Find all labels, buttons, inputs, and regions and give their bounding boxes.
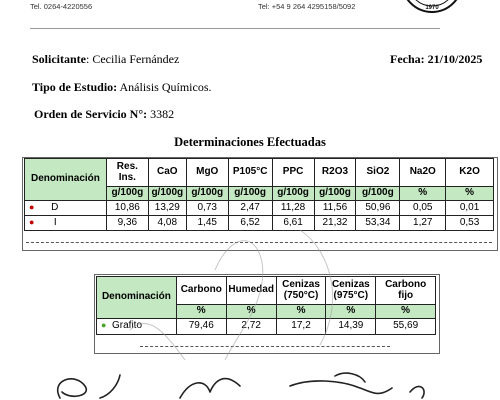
estudio-label: Tipo de Estudio: [32,80,118,94]
table-cell: 14,39 [326,319,376,335]
table1-header: MgO [186,159,228,187]
table1-unit: g/100g [272,187,314,201]
solicitante-value: : Cecilia Fernández [86,52,180,66]
table1-header: SiO2 [356,159,400,187]
table2-header-row [97,277,436,305]
table1-unit: g/100g [106,187,148,201]
table-row [25,216,494,231]
fecha-label: Fecha: 21/10/2025 [390,52,483,66]
table-cell: 21,32 [314,216,356,231]
table2-header: Carbono [176,277,226,305]
phone-left: Tel. 0264-4220556 [30,2,93,11]
table1-header: Denominación [25,159,107,201]
table-cell: 0,01 [446,201,494,216]
table-cell: 4,08 [148,216,186,231]
table-cell: 2,72 [226,319,276,335]
table2-dashed-rule [140,346,390,347]
table-cell: 0,05 [400,201,446,216]
table2-header: Cenizas (975°C) [326,277,376,305]
table-cell: 13,29 [148,201,186,216]
green-bullet-icon: ● [101,320,107,331]
table-cell: 2,47 [228,201,272,216]
table1-dashed-rule [26,242,492,243]
estudio-line [32,80,212,95]
table2-unit: % [376,305,436,319]
red-bullet-icon: ● [29,201,35,212]
sample-name: Grafito [112,320,143,332]
sample-name-cell [25,201,107,216]
table-cell: 55,69 [376,319,436,335]
estudio-value: Análisis Químicos. [117,80,212,94]
table-cell: 11,56 [314,201,356,216]
table1-header: PPC [272,159,314,187]
institution-seal-icon [400,0,464,20]
table1-unit: g/100g [148,187,186,201]
header-rule [30,28,440,29]
table1-unit: % [400,187,446,201]
section-title: Determinaciones Efectuadas [174,135,326,149]
table-cell: 17,2 [276,319,326,335]
phone-right: Tel: +54 9 264 4295158/5092 [258,2,356,11]
signature-stroke-far-right [410,386,424,398]
table1-header: Res. Ins. [106,159,148,187]
table-cell: 11,28 [272,201,314,216]
table1-unit: g/100g [314,187,356,201]
table1-header: P105°C [228,159,272,187]
table2-unit: % [176,305,226,319]
solicitante-line [32,52,179,67]
fecha-line [390,52,482,67]
signature-stroke-center [180,379,240,398]
orden-line [34,107,174,122]
table-cell: 1,45 [186,216,228,231]
table1-header: CaO [148,159,186,187]
table-cell: 6,61 [272,216,314,231]
determinations-table [24,158,494,231]
table1-header: R2O3 [314,159,356,187]
orden-value: 3382 [147,107,175,121]
table1-unit: g/100g [186,187,228,201]
table1-unit: g/100g [228,187,272,201]
table2-header: Humedad [226,277,276,305]
table-cell: 9,36 [106,216,148,231]
table2-unit: % [226,305,276,319]
table-row [25,201,494,216]
table1-unit: g/100g [356,187,400,201]
red-bullet-icon: ● [29,216,35,227]
signature-stroke-left [58,379,87,398]
table1-unit: % [446,187,494,201]
table2-unit: % [276,305,326,319]
graphite-table [96,276,436,335]
table-cell: 50,96 [356,201,400,216]
sample-name-cell [25,216,107,231]
table-cell: 6,52 [228,216,272,231]
table-cell: 0,53 [446,216,494,231]
orden-label: Orden de Servicio N°: [34,107,148,121]
table2-header: Carbono fijo [376,277,436,305]
table2-header: Denominación [97,277,177,319]
table1-header-row [25,159,494,187]
signature-stroke-mid [100,375,120,398]
sample-name-cell [97,319,177,335]
solicitante-label: Solicitante [32,52,86,66]
sample-name: I [53,216,57,228]
table2-unit: % [326,305,376,319]
table-cell: 10,86 [106,201,148,216]
table-cell: 53,34 [356,216,400,231]
table2-header: Cenizas (750°C) [276,277,326,305]
table1-header: K2O [446,159,494,187]
table-cell: 0,73 [186,201,228,216]
table-cell: 1,27 [400,216,446,231]
sample-name: D [51,201,59,213]
table1-header: Na2O [400,159,446,187]
signature-stroke-right [290,373,392,393]
table-cell: 79,46 [176,319,226,335]
table-row [97,319,436,335]
seal-year: 1970 [425,5,439,11]
